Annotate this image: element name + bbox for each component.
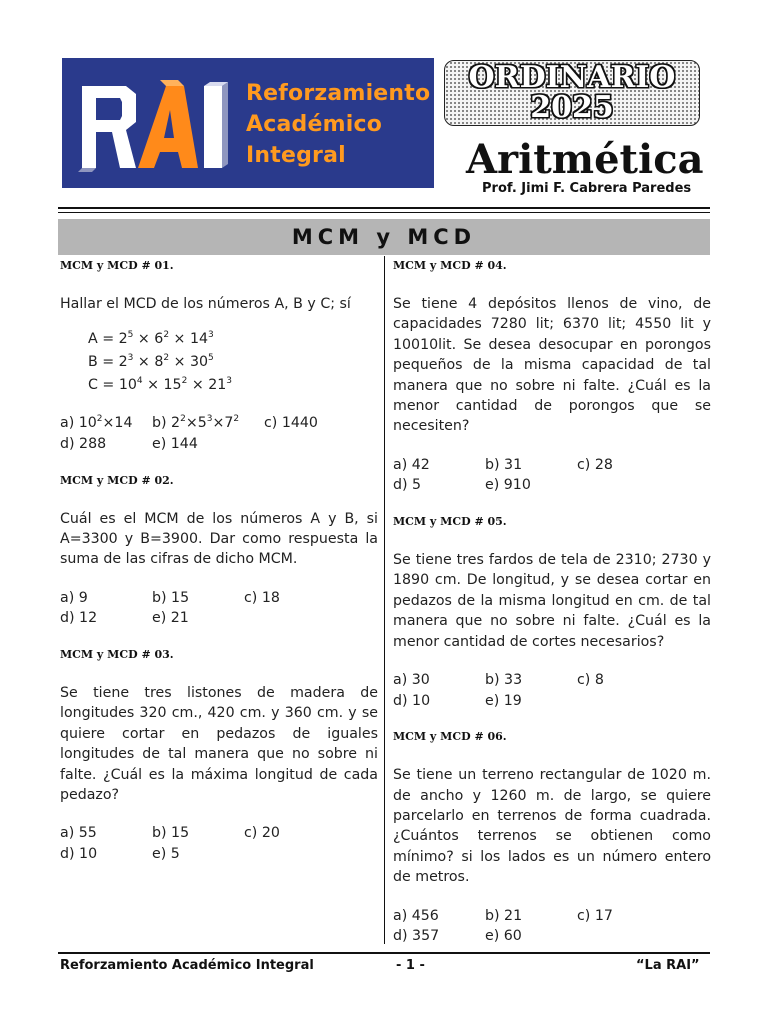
question-body: Se tiene un terreno rectangular de 1020 m. de ancho y 1260 m. de largo, se quiere parcelarlo en terrenos de forma cuadrada. ¿Cuántos terrenos se obtienen como mínimo? si los lados es un número entero de metros. <box>393 767 711 886</box>
option-c: c) 8 <box>577 672 604 689</box>
formula-c: $C = 10^4 \times 15^2 \times 21^3$ <box>88 376 233 394</box>
header-rule <box>58 212 710 213</box>
badge-line1: ORDINARIO <box>468 60 676 95</box>
question-body: Se tiene tres fardos de tela de 2310; 2730 y 1890 cm. De longitud, y se desea cortar en pedazos de la misma longitud en cm. de tal manera que no sobre ni falte. ¿Cuál es la menor cantidad de cortes necesarios? <box>393 552 711 650</box>
option-b: b) 15 <box>152 589 190 606</box>
column-divider <box>384 256 385 944</box>
option-d: d) 288 <box>60 436 107 452</box>
formula-b: $B = 2^3 \times 8^2 \times 30^5$ <box>88 353 214 371</box>
option-e: e) 5 <box>152 846 180 863</box>
formula-block <box>60 328 378 397</box>
right-column <box>393 258 711 947</box>
option-a: a) 456 <box>393 907 439 924</box>
option-c: c) 1440 <box>264 415 318 432</box>
question-body: Cuál es el MCM de los números A y B, si A=3300 y B=3900. Dar como respuesta la suma de las cifras de dicho MCM. <box>60 510 378 568</box>
question-title: MCM y MCD # 01. <box>60 259 174 272</box>
question-1 <box>60 258 378 455</box>
options <box>393 906 711 947</box>
option-e: e) 21 <box>152 610 189 627</box>
rai-logo <box>62 58 434 188</box>
badge-line2: 2025 <box>530 90 614 125</box>
logo-text <box>246 78 434 171</box>
options <box>60 588 378 629</box>
option-e: e) 19 <box>485 692 522 709</box>
option-e: e) 60 <box>485 928 522 945</box>
exam-badge <box>444 60 700 126</box>
logo-line: Integral <box>246 143 346 168</box>
subject-title: Aritmética <box>466 136 704 183</box>
options <box>393 670 711 711</box>
option-a: a) $10^2\times 14$ <box>60 414 133 432</box>
option-b: b) 31 <box>485 456 523 473</box>
option-c: c) 28 <box>577 456 613 473</box>
page-number: - 1 - <box>396 958 425 973</box>
question-title: MCM y MCD # 02. <box>60 473 174 487</box>
option-b: b) 15 <box>152 825 190 842</box>
option-d: d) 10 <box>393 692 431 709</box>
option-a: a) 9 <box>60 589 88 606</box>
logo-line: Reforzamiento <box>246 81 431 106</box>
options <box>60 823 378 864</box>
question-title: MCM y MCD # 03. <box>60 648 174 661</box>
option-b: b) $2^2\times 5^3\times 7^2$ <box>152 414 240 432</box>
footer-rule <box>58 952 710 954</box>
options <box>60 413 378 454</box>
option-e: e) 910 <box>485 477 531 494</box>
question-6 <box>393 729 711 947</box>
question-4 <box>393 258 711 496</box>
question-title: MCM y MCD # 04. <box>393 259 507 272</box>
option-a: a) 55 <box>60 825 97 842</box>
page-title: MCM y MCD <box>58 219 710 255</box>
option-b: b) 21 <box>485 907 523 924</box>
question-5 <box>393 514 711 711</box>
left-column <box>60 258 378 865</box>
option-d: d) 357 <box>393 928 440 945</box>
option-d: d) 12 <box>60 610 98 627</box>
question-body: Se tiene tres listones de madera de longitudes 320 cm., 420 cm. y 360 cm. y se quiere cortar en pedazos de iguales longitudes de tal manera que no sobre ni falte. ¿Cuál es la máxima longitud de cada pedazo? <box>60 685 378 804</box>
logo-line: Académico <box>246 112 383 137</box>
options <box>393 455 711 496</box>
option-e: e) 144 <box>152 436 198 452</box>
question-3 <box>60 647 378 865</box>
option-c: c) 18 <box>244 589 280 606</box>
question-body: Se tiene 4 depósitos llenos de vino, de capacidades 7280 lit; 6370 lit; 4550 lit y 10010lit. Se desea desocupar en porongos pequeños de la misma capacidad de tal manera que no sobre ni falte. ¿Cuál es la menor cantidad de porongos que se necesiten? <box>393 296 711 435</box>
option-a: a) 42 <box>393 456 430 473</box>
option-d: d) 5 <box>393 477 422 494</box>
question-title: MCM y MCD # 05. <box>393 515 507 529</box>
question-title: MCM y MCD # 06. <box>393 730 507 744</box>
option-a: a) 30 <box>393 672 430 689</box>
professor-name: Prof. Jimi F. Cabrera Paredes <box>482 181 692 196</box>
option-c: c) 17 <box>577 907 613 924</box>
question-2 <box>60 473 378 629</box>
header-rule <box>58 207 710 209</box>
option-b: b) 33 <box>485 672 523 689</box>
question-body: Hallar el MCD de los números A, B y C; sí <box>60 296 351 312</box>
option-c: c) 20 <box>244 825 280 842</box>
footer-right: “La RAI” <box>636 958 700 973</box>
formula-a: $A = 2^5 \times 6^2 \times 14^3$ <box>88 330 214 348</box>
option-d: d) 10 <box>60 846 98 863</box>
footer-left: Reforzamiento Académico Integral <box>60 958 314 973</box>
